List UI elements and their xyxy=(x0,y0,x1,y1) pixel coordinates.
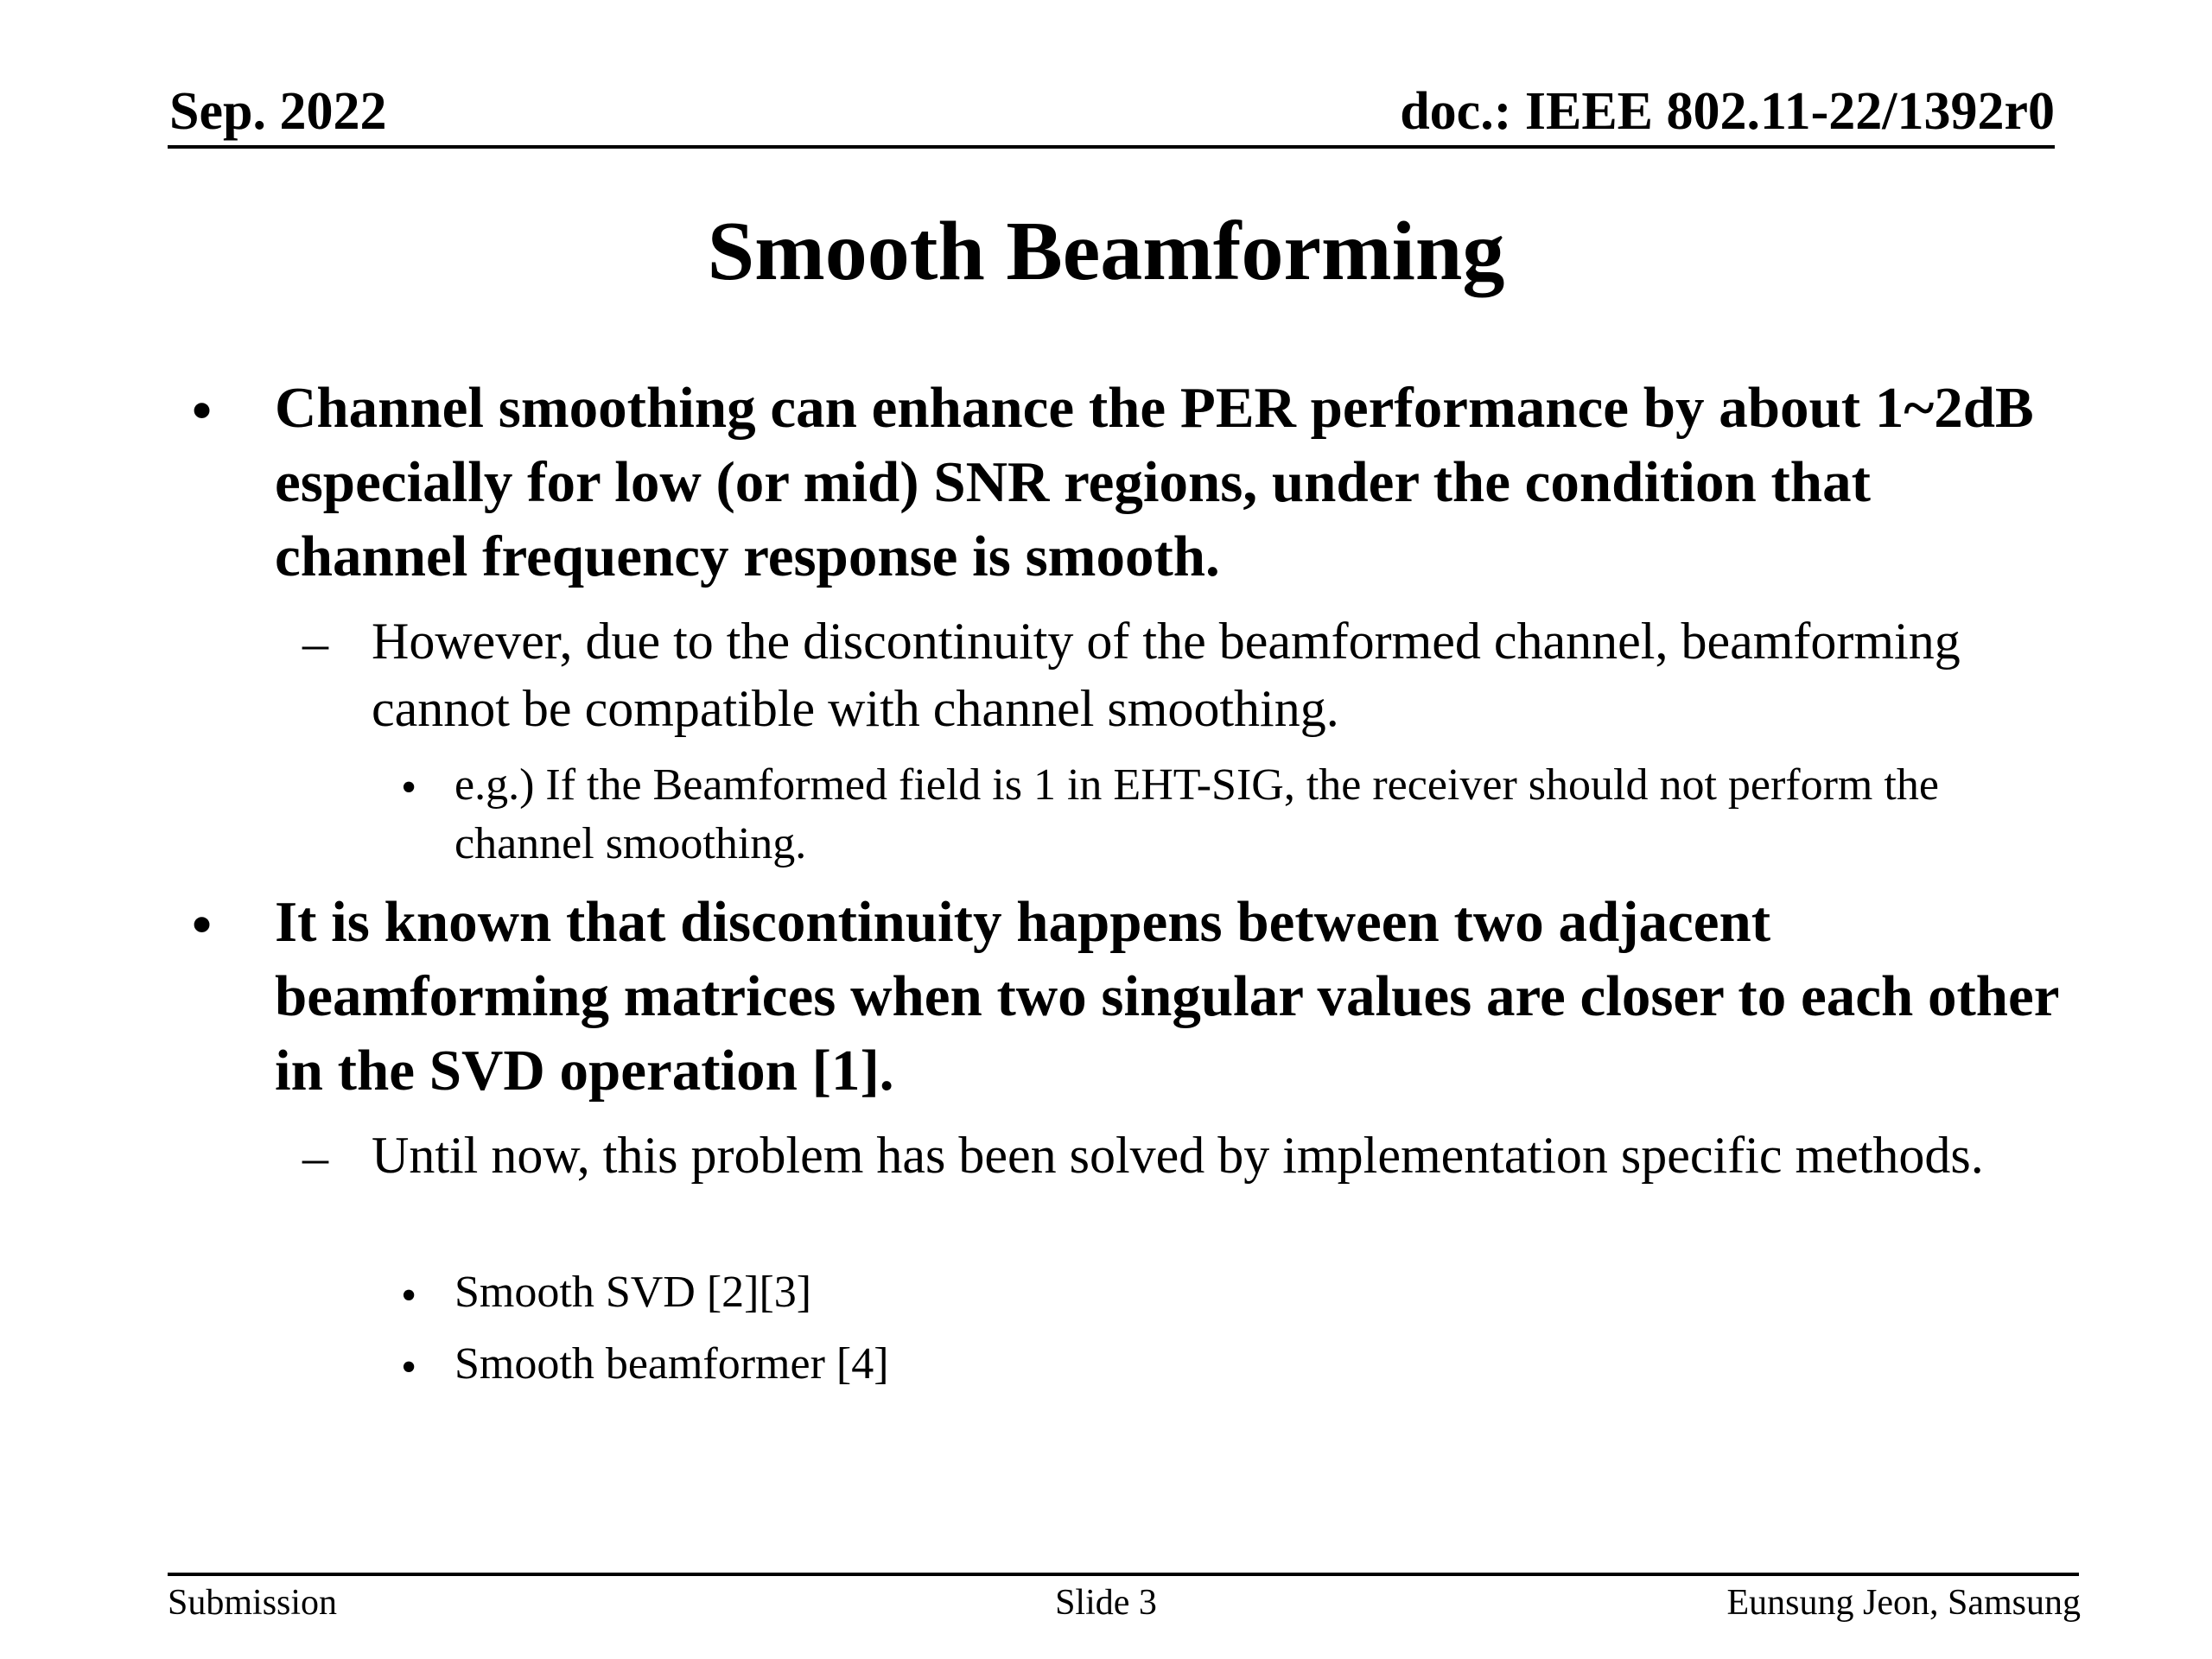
bullet-marker: • xyxy=(401,763,417,812)
footer-divider xyxy=(168,1573,2079,1576)
header-doc-id: doc.: IEEE 802.11-22/1392r0 xyxy=(1400,82,2055,141)
bullet-marker: • xyxy=(401,1343,417,1392)
bullet-text: Smooth beamformer [4] xyxy=(454,1339,889,1389)
bullet-marker: • xyxy=(401,1271,417,1320)
bullet-text: Smooth SVD [2][3] xyxy=(454,1268,812,1317)
bullet-marker: • xyxy=(192,893,213,957)
slide-title: Smooth Beamforming xyxy=(707,205,1505,298)
footer-author: Eunsung Jeon, Samsung xyxy=(1726,1583,2081,1623)
dash-marker: – xyxy=(302,1128,328,1185)
dash-marker: – xyxy=(302,614,328,671)
bullet-text: Channel smoothing can enhance the PER performance by about 1~2dB especially for low (or mid) SNR regions, under the condition that channel frequency response is smooth. xyxy=(275,376,2034,588)
header-divider xyxy=(168,145,2055,149)
footer-submission: Submission xyxy=(168,1583,338,1623)
bullet-text: Until now, this problem has been solved by implementation specific methods. xyxy=(372,1127,1984,1184)
bullet-text: It is known that discontinuity happens between two adjacent beamforming matrices when two singular values are closer to each other in the SVD operation [1]. xyxy=(275,890,2059,1103)
bullet-text: However, due to the discontinuity of the beamformed channel, beamforming cannot be compatible with channel smoothing. xyxy=(372,613,1961,737)
header-date: Sep. 2022 xyxy=(169,82,387,141)
bullet-text: e.g.) If the Beamformed field is 1 in EHT-SIG, the receiver should not perform the channel smoothing. xyxy=(454,760,1939,868)
bullet-marker: • xyxy=(192,379,213,442)
footer-slide-number: Slide 3 xyxy=(1055,1583,1157,1623)
